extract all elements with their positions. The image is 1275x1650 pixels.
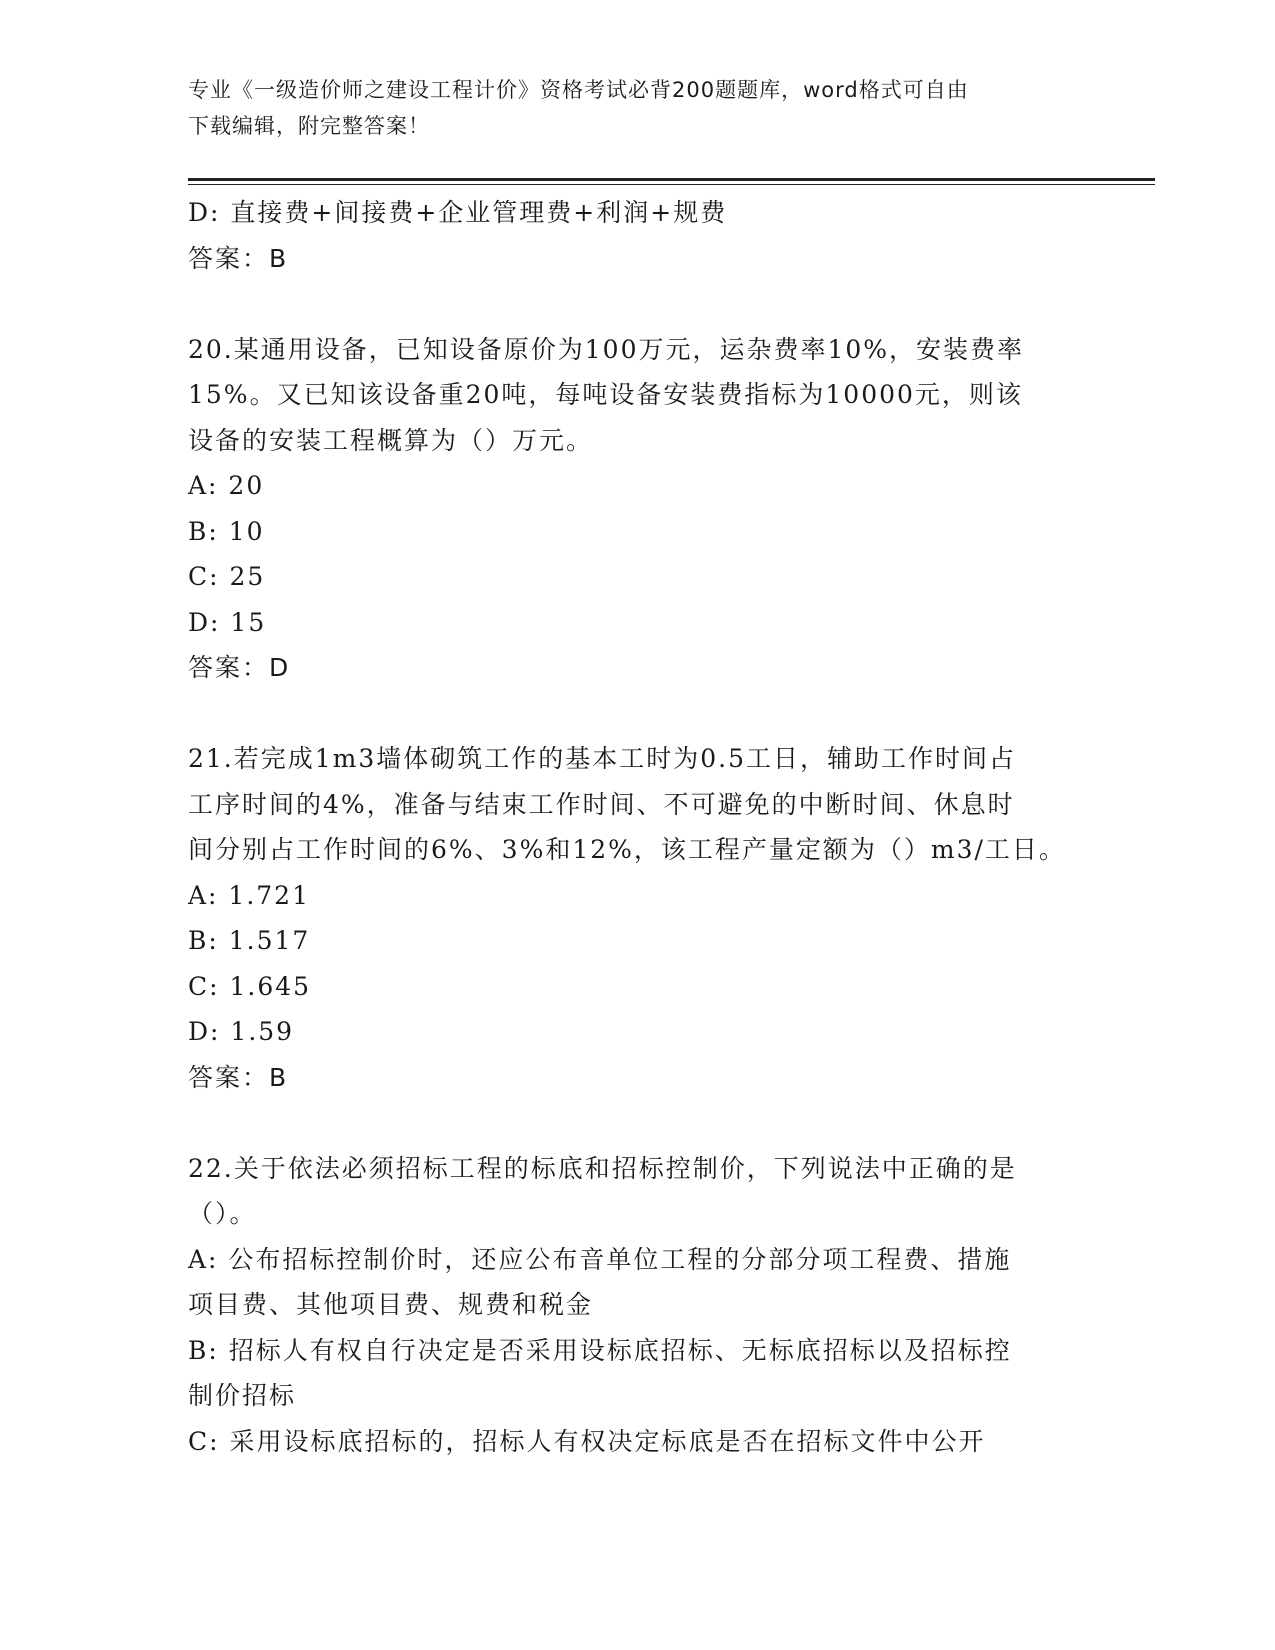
question-22-option-c: C: 采用设标底招标的，招标人有权决定标底是否在招标文件中公开 — [188, 1426, 986, 1456]
question-20 — [188, 327, 1088, 691]
question-22-option-a-cont: 项目费、其他项目费、规费和税金 — [188, 1290, 594, 1319]
question-21-option-c: C: 1.645 — [188, 971, 312, 1001]
question-20-answer: 答案：D — [188, 653, 291, 682]
document-header — [188, 72, 1068, 144]
question-20-line: 15%。又已知该设备重20吨，每吨设备安装费指标为10000元，则该 — [188, 380, 1023, 409]
question-21-line: 21.若完成1m3墙体砌筑工作的基本工时为0.5工日，辅助工作时间占 — [188, 744, 1017, 773]
question-20-option-b: B: 10 — [188, 516, 265, 546]
question-20-option-d: D: 15 — [188, 607, 267, 637]
question-21-answer: 答案：B — [188, 1062, 289, 1092]
spacer — [188, 281, 1088, 327]
question-22-line: （）。 — [188, 1199, 257, 1228]
question-20-option-c: C: 25 — [188, 562, 266, 591]
question-21-option-d: D: 1.59 — [188, 1017, 295, 1046]
question-22 — [188, 1146, 1088, 1465]
question-21-option-b: B: 1.517 — [188, 926, 311, 955]
question-21-option-a: A: 1.721 — [188, 880, 310, 910]
question-22-option-a: A: 公布招标控制价时，还应公布音单位工程的分部分项工程费、措施 — [188, 1244, 1012, 1274]
header-divider-thick — [188, 178, 1155, 181]
question-20-option-a: A: 20 — [188, 471, 265, 500]
spacer — [188, 691, 1088, 737]
question-20-line: 设备的安装工程概算为（）万元。 — [188, 425, 594, 455]
header-line-2: 下载编辑，附完整答案！ — [188, 114, 430, 138]
prev-option-d: D: 直接费+间接费+企业管理费+利润+规费 — [188, 198, 728, 227]
question-22-option-b: B: 招标人有权自行决定是否采用设标底招标、无标底招标以及招标控 — [188, 1335, 1012, 1365]
spacer — [188, 1100, 1088, 1146]
question-21 — [188, 736, 1088, 1100]
prev-answer: 答案：B — [188, 243, 289, 273]
question-21-line: 间分别占工作时间的6%、3%和12%，该工程产量定额为（）m3/工日。 — [188, 835, 1066, 864]
header-line-1: 专业《一级造价师之建设工程计价》资格考试必背200题题库，word格式可自由 — [188, 78, 969, 102]
header-divider-thin — [188, 184, 1155, 185]
question-22-option-b-cont: 制价招标 — [188, 1381, 297, 1410]
question-21-line: 工序时间的4%，准备与结束工作时间、不可避免的中断时间、休息时 — [188, 789, 1015, 819]
question-22-line: 22.关于依法必须招标工程的标底和招标控制价，下列说法中正确的是 — [188, 1153, 1017, 1183]
question-20-line: 20.某通用设备，已知设备原价为100万元，运杂费率10%，安装费率 — [188, 334, 1025, 364]
question-content — [188, 190, 1088, 1464]
